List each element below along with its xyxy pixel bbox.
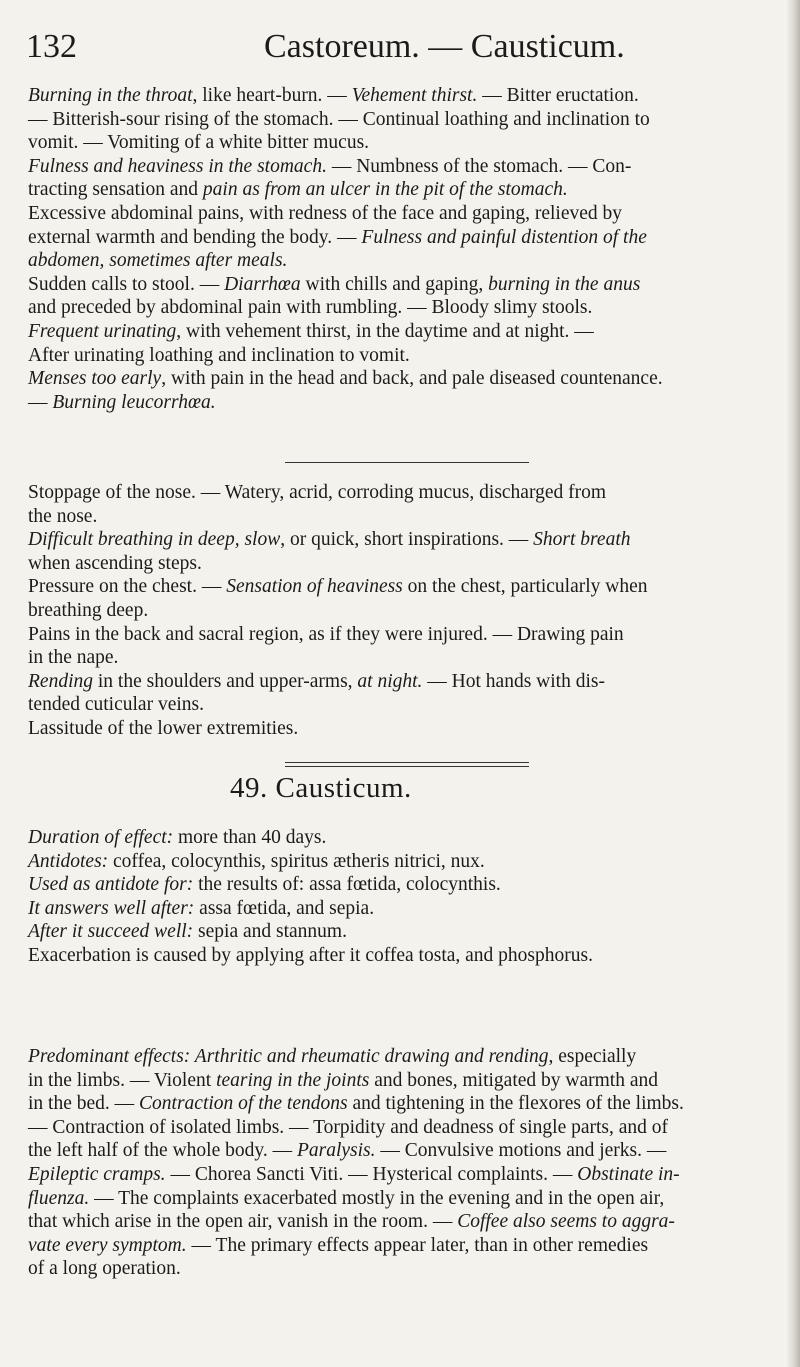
section-title: 49. Causticum. bbox=[230, 772, 412, 804]
effects-line: that which arise in the open air, vanish in the room. — Coffee also seems to aggra- bbox=[28, 1211, 675, 1233]
text-line: breathing deep. bbox=[28, 599, 149, 621]
text-line: in the nape. bbox=[28, 647, 119, 669]
double-rule-bottom bbox=[285, 766, 529, 767]
effects-line: the left half of the whole body. — Paralysis. — Convulsive motions and jerks. — bbox=[28, 1140, 667, 1162]
text-line: Sudden calls to stool. — Diarrhœa with chills and gaping, burning in the anus bbox=[28, 273, 641, 295]
info-line: After it succeed well: sepia and stannum. bbox=[28, 921, 347, 943]
castoreum-symptoms-part1 bbox=[28, 84, 762, 414]
text-line: Pains in the back and sacral region, as if they were injured. — Drawing pain bbox=[28, 623, 624, 645]
text-line: the nose. bbox=[28, 505, 98, 527]
castoreum-symptoms-part2 bbox=[28, 481, 762, 741]
running-head: Castoreum. — Causticum. bbox=[264, 28, 625, 65]
info-line: Antidotes: coffea, colocynthis, spiritus ætheris nitrici, nux. bbox=[28, 850, 485, 872]
page-header bbox=[26, 28, 766, 68]
page-number: 132 bbox=[26, 28, 77, 65]
effects-line: in the limbs. — Violent tearing in the joints and bones, mitigated by warmth and bbox=[28, 1069, 659, 1091]
text-line: Burning in the throat, like heart-burn. — Vehement thirst. — Bitter eructation. bbox=[28, 85, 639, 106]
text-line: Difficult breathing in deep, slow, or quick, short inspirations. — Short breath bbox=[28, 529, 631, 551]
text-line: and preceded by abdominal pain with rumbling. — Bloody slimy stools. bbox=[28, 297, 593, 319]
text-line: Menses too early, with pain in the head and back, and pale diseased countenance. bbox=[28, 368, 663, 390]
text-line: vomit. — Vomiting of a white bitter mucus. bbox=[28, 132, 370, 154]
info-line: Duration of effect: more than 40 days. bbox=[28, 827, 327, 848]
page-edge-shadow bbox=[786, 0, 800, 1367]
effects-line: in the bed. — Contraction of the tendons and tightening in the flexores of the limbs. bbox=[28, 1093, 684, 1115]
effects-line: Epileptic cramps. — Chorea Sancti Viti. — Hysterical complaints. — Obstinate in- bbox=[28, 1163, 680, 1185]
section-divider bbox=[285, 462, 529, 463]
info-line: Used as antidote for: the results of: assa fœtida, colocynthis. bbox=[28, 874, 501, 896]
text-line: Frequent urinating, with vehement thirst, in the daytime and at night. — bbox=[28, 320, 594, 342]
text-line: tended cuticular veins. bbox=[28, 694, 204, 716]
text-line: Rending in the shoulders and upper-arms, at night. — Hot hands with dis- bbox=[28, 670, 605, 692]
text-line: After urinating loathing and inclination to vomit. bbox=[28, 344, 410, 366]
double-rule-top bbox=[285, 762, 529, 763]
info-line: It answers well after: assa fœtida, and sepia. bbox=[28, 897, 375, 919]
causticum-effects bbox=[28, 1045, 762, 1281]
text-line: Fulness and heaviness in the stomach. — Numbness of the stomach. — Con- bbox=[28, 155, 632, 177]
text-line: Stoppage of the nose. — Watery, acrid, corroding mucus, discharged from bbox=[28, 482, 607, 503]
text-line: abdomen, sometimes after meals. bbox=[28, 250, 288, 272]
causticum-info bbox=[28, 826, 762, 968]
text-line: — Bitterish-sour rising of the stomach. — Continual loathing and inclination to bbox=[28, 108, 650, 130]
effects-line: Predominant effects: Arthritic and rheumatic drawing and rending, especially bbox=[28, 1046, 637, 1067]
effects-line: — Contraction of isolated limbs. — Torpidity and deadness of single parts, and of bbox=[28, 1116, 669, 1138]
effects-line: of a long operation. bbox=[28, 1258, 181, 1280]
text-line: Lassitude of the lower extremities. bbox=[28, 717, 299, 739]
text-line: when ascending steps. bbox=[28, 552, 202, 574]
text-line: external warmth and bending the body. — Fulness and painful distention of the bbox=[28, 226, 647, 248]
effects-line: vate every symptom. — The primary effects appear later, than in other remedies bbox=[28, 1234, 649, 1256]
text-line: Excessive abdominal pains, with redness of the face and gaping, relieved by bbox=[28, 202, 623, 224]
text-line: — Burning leucorrhœa. bbox=[28, 391, 216, 413]
text-line: tracting sensation and pain as from an ulcer in the pit of the stomach. bbox=[28, 179, 568, 201]
effects-line: fluenza. — The complaints exacerbated mostly in the evening and in the open air, bbox=[28, 1187, 665, 1209]
text-line: Pressure on the chest. — Sensation of heaviness on the chest, particularly when bbox=[28, 576, 648, 598]
info-line: Exacerbation is caused by applying after it coffea tosta, and phosphorus. bbox=[28, 944, 593, 966]
